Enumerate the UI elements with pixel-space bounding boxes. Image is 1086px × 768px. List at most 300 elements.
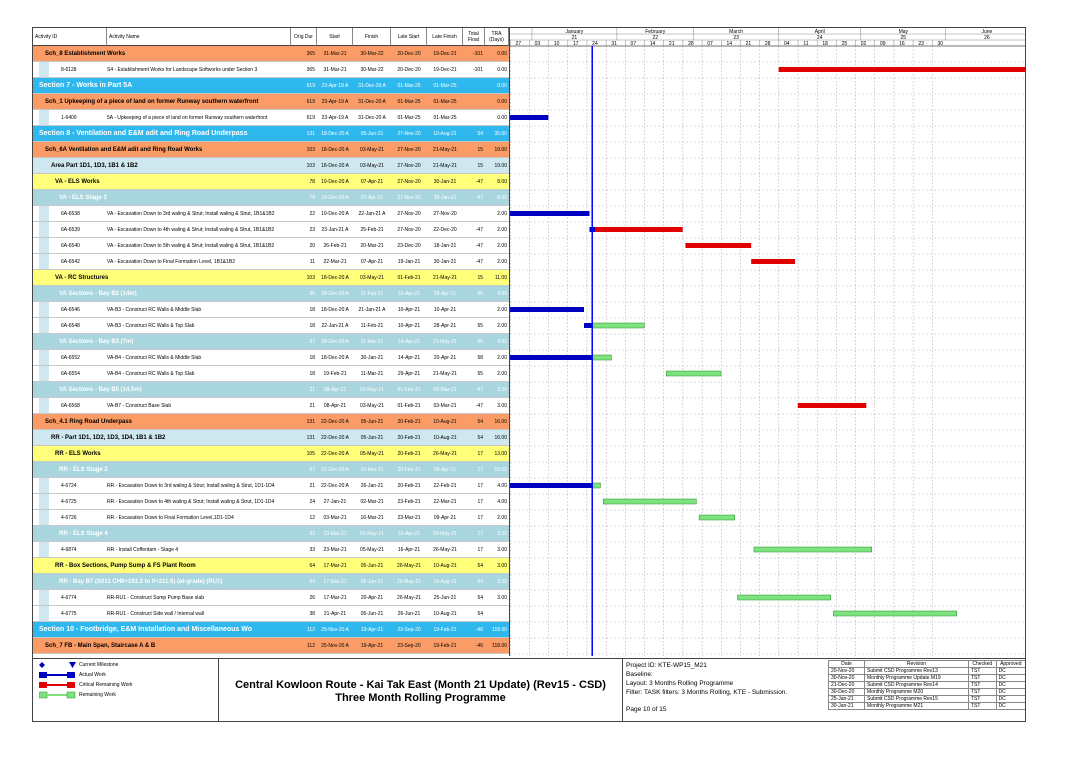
layout-name: Layout: 3 Months Rolling Programme	[626, 680, 734, 687]
cell-ls: 27-Nov-20	[397, 194, 421, 201]
title-block	[218, 659, 623, 722]
cell-tf: 55	[477, 322, 483, 329]
group-name: Sch_1 Upkeeping of a piece of land on former Runway southern waterfront	[45, 98, 259, 105]
remaining-bar	[737, 595, 830, 600]
cell-tra: 2.00	[497, 226, 507, 233]
cell-dur: 103	[306, 162, 315, 169]
cell-finish: 05-Jun-21	[360, 418, 384, 425]
cell-finish: 20-Mar-21	[360, 242, 384, 249]
revision-row	[829, 668, 1026, 675]
activity-name: VA - Excavation Down to 5th waling & Strut; Install waling & Strut, 1B1&1B2	[107, 242, 275, 249]
cell-ls: 20-Dec-20	[397, 50, 421, 57]
activity-id: 1-6400	[61, 114, 77, 121]
cell-lf: 21-May-21	[433, 146, 457, 153]
revision-row	[829, 703, 1026, 710]
cell-dur: 24	[309, 498, 315, 505]
day-label: 03	[534, 41, 541, 47]
cell-dur: 365	[306, 50, 315, 57]
cell-tf: 15	[477, 146, 483, 153]
project-title: Central Kowloon Route - Kai Tak East (Month 21 Update) (Rev15 - CSD)	[235, 678, 606, 691]
cell-tf: -46	[475, 626, 483, 633]
actual-bar	[510, 307, 584, 312]
revision-cell: Monthly Programme M20	[865, 689, 969, 696]
cell-dur: 105	[306, 450, 315, 457]
cell-lf: 03-Mar-21	[433, 386, 457, 393]
cell-finish: 05-Jun-21	[360, 130, 384, 137]
cell-lf: 21-May-21	[433, 274, 457, 281]
cell-start: 18-Dec-20 A	[321, 290, 349, 297]
day-label: 24	[592, 41, 598, 47]
rev-col-date: Date	[829, 661, 865, 668]
indent-bar	[39, 206, 49, 222]
activity-id: 4-6775	[61, 610, 77, 617]
cell-tra: 0.00	[497, 66, 507, 73]
col-activity-id[interactable]: Activity ID	[33, 28, 107, 46]
cell-start: 18-Dec-20 A	[321, 274, 349, 281]
activity-row[interactable]	[33, 302, 509, 318]
legend-milestone-label: Current Milestone	[79, 662, 119, 668]
activity-row[interactable]	[33, 238, 509, 254]
day-label: 31	[611, 41, 617, 47]
cell-lf: 09-Apr-21	[433, 466, 457, 473]
cell-ls: 01-Feb-21	[397, 402, 421, 409]
cell-lf: 10-Aug-21	[433, 130, 457, 137]
page-number: Page 10 of 15	[626, 706, 667, 713]
revision-cell: 21-Dec-20	[829, 682, 865, 689]
group-name: RR - ELS Works	[55, 450, 101, 457]
cell-start: 18-Dec-20 A	[321, 306, 349, 313]
cell-start: 19-Feb-21	[323, 370, 347, 377]
cell-finish: 11-Feb-21	[360, 322, 384, 329]
cell-start: 18-Dec-20 A	[321, 130, 349, 137]
activity-table	[33, 28, 509, 656]
cell-lf: 10-Aug-21	[433, 434, 457, 441]
col-late-finish[interactable]: Late Finish	[427, 28, 463, 46]
activity-row[interactable]	[33, 62, 509, 78]
cell-tf: 54	[477, 434, 483, 441]
cell-finish: 07-Apr-21	[360, 258, 384, 265]
cell-start: 19-Dec-20 A	[321, 178, 349, 185]
activity-name: RR-RU1 - Construct Sump Pump Base slab	[107, 594, 204, 601]
revision-cell: TST	[969, 675, 997, 682]
group-name: Section 7 - Works in Part 5A	[39, 82, 133, 89]
activity-id: 6A-6552	[61, 354, 80, 361]
cell-finish: 19-Apr-21	[360, 626, 384, 633]
cell-tra: 3.00	[497, 578, 507, 585]
cell-lf: 10-Aug-21	[433, 562, 457, 569]
cell-tra: 4.00	[497, 290, 507, 297]
remaining-work-icon	[39, 691, 79, 699]
group-row[interactable]	[33, 382, 509, 398]
revision-cell: TST	[969, 668, 997, 675]
day-label: 14	[649, 41, 656, 47]
cell-tra: 16.00	[494, 434, 507, 441]
cell-finish: 05-Jun-21	[360, 562, 384, 569]
cell-start: 03-Mar-21	[323, 514, 347, 521]
cell-lf: 30-Jan-21	[433, 178, 457, 185]
activity-row[interactable]	[33, 590, 509, 606]
cell-tf: -47	[475, 194, 483, 201]
cell-finish: 22-Jan-21 A	[358, 210, 386, 217]
baseline: Baseline:	[626, 671, 653, 678]
project-info	[626, 661, 826, 714]
day-label: 28	[764, 41, 771, 47]
activity-row[interactable]	[33, 350, 509, 366]
cell-ls: 10-Apr-21	[397, 322, 421, 329]
cell-finish: 07-Apr-21	[360, 178, 384, 185]
activity-row[interactable]	[33, 254, 509, 270]
activity-row[interactable]	[33, 542, 509, 558]
cell-finish: 05-Jun-21	[360, 610, 384, 617]
col-tra[interactable]: TRA (Days)	[485, 28, 509, 46]
indent-bar	[39, 398, 49, 414]
indent-bar	[39, 318, 49, 334]
month-label: February	[645, 29, 666, 35]
cell-finish: 30-Mar-22	[360, 66, 384, 73]
cell-ls: 20-Feb-21	[397, 482, 421, 489]
cell-tf: -46	[475, 642, 483, 649]
cell-lf: 28-Apr-21	[433, 322, 457, 329]
activity-row[interactable]	[33, 606, 509, 622]
critical-bar	[685, 243, 751, 248]
cell-lf: 01-Mar-25	[433, 114, 457, 121]
cell-tf: 17	[477, 498, 483, 505]
project-id: Project ID: KTE-WP15_M21	[626, 662, 707, 669]
group-row[interactable]	[33, 446, 509, 462]
day-label: 02	[860, 41, 867, 47]
cell-ls: 10-Apr-21	[397, 306, 421, 313]
activity-id: 6A-6548	[61, 322, 80, 329]
day-label: 16	[899, 41, 905, 47]
cell-tra: 2.00	[497, 354, 507, 361]
col-finish[interactable]: Finish	[353, 28, 391, 46]
cell-lf: 10-Apr-21	[433, 306, 457, 313]
activity-row[interactable]	[33, 318, 509, 334]
cell-ls: 26-May-21	[397, 594, 421, 601]
col-start[interactable]: Start	[317, 28, 353, 46]
activity-name: VA-B4 - Construct RC Walls & Top Slab	[107, 370, 195, 377]
day-label: 23	[918, 41, 924, 47]
cell-start: 18-Dec-20 A	[321, 146, 349, 153]
cell-ls: 16-Apr-21	[397, 530, 421, 537]
cell-finish: 03-May-21	[360, 162, 384, 169]
cell-start: 22-Jan-21 A	[321, 322, 349, 329]
cell-tra: 4.00	[497, 482, 507, 489]
group-row[interactable]	[33, 526, 509, 542]
activity-name: RR-RU1 - Construct Side wall / Internal wall	[107, 610, 204, 617]
activity-name: VA-B7 - Construct Base Slab	[107, 402, 172, 409]
cell-dur: 26	[309, 594, 315, 601]
group-row[interactable]	[33, 270, 509, 286]
cell-dur: 103	[306, 274, 315, 281]
cell-ls: 23-Sep-20	[397, 626, 421, 633]
group-row[interactable]	[33, 430, 509, 446]
actual-work-icon	[39, 671, 79, 679]
cell-lf: 27-Nov-20	[433, 210, 457, 217]
cell-ls: 20-Feb-21	[397, 418, 421, 425]
cell-lf: 19-Dec-21	[433, 66, 457, 73]
cell-start: 08-Apr-21	[323, 386, 347, 393]
cell-dur: 619	[306, 98, 315, 105]
cell-tf: 55	[477, 338, 483, 345]
cell-tf: 54	[477, 610, 483, 617]
revision-cell: TST	[969, 696, 997, 703]
cell-finish: 11-Mar-21	[360, 338, 384, 345]
remaining-bar	[592, 483, 600, 488]
week-number-label: 23	[733, 35, 739, 41]
cell-finish: 11-Feb-21	[360, 290, 384, 297]
cell-tra: 2.00	[497, 370, 507, 377]
group-name: VA Sections - Bay B2 (14m)	[59, 290, 137, 297]
cell-ls: 27-Nov-20	[397, 162, 421, 169]
cell-tf: 58	[477, 354, 483, 361]
cell-start: 18-Dec-20 A	[321, 162, 349, 169]
cell-start: 18-Dec-20 A	[321, 338, 349, 345]
cell-finish: 16-Mar-21	[360, 466, 384, 473]
cell-ls: 27-Nov-20	[397, 178, 421, 185]
cell-start: 23-Apr-19 A	[321, 82, 349, 89]
cell-ls: 20-Dec-20	[397, 66, 421, 73]
group-name: Sch_6A Ventilation and E&M adit and Ring Road Works	[45, 146, 203, 153]
cell-tra: 11.00	[494, 274, 507, 281]
cell-lf: 30-Jan-21	[433, 194, 457, 201]
revision-cell: 30-Dec-20	[829, 689, 865, 696]
group-name: VA Sections - Bay B5 (14.5m)	[59, 386, 142, 393]
revision-cell: DC	[996, 689, 1025, 696]
activity-row[interactable]	[33, 206, 509, 222]
cell-lf: 19-Feb-21	[433, 626, 457, 633]
week-number-label: 24	[816, 35, 823, 41]
cell-dur: 21	[309, 482, 315, 489]
cell-tra: 4.00	[497, 498, 507, 505]
cell-start: 22-Dec-20 A	[321, 450, 349, 457]
cell-start: 26-Feb-21	[323, 242, 347, 249]
day-label: 18	[822, 41, 828, 47]
revision-cell: DC	[996, 696, 1025, 703]
activity-id: 6A-6554	[61, 370, 80, 377]
group-row[interactable]	[33, 142, 509, 158]
cell-tra: 19.00	[494, 162, 507, 169]
cell-start: 23-Apr-19 A	[321, 98, 349, 105]
cell-lf: 19-Feb-21	[433, 642, 457, 649]
cell-ls: 20-Feb-21	[397, 466, 421, 473]
indent-bar	[39, 254, 49, 270]
cell-ls: 10-Apr-21	[397, 290, 421, 297]
activity-row[interactable]	[33, 398, 509, 414]
group-name: VA - ELS Works	[55, 178, 100, 185]
activity-row[interactable]	[33, 478, 509, 494]
cell-finish: 05-May-21	[360, 546, 384, 553]
cell-start: 27-Jan-21	[323, 498, 347, 505]
cell-ls: 27-Nov-20	[397, 130, 421, 137]
cell-ls: 14-Apr-21	[397, 338, 421, 345]
group-name: RR - ELS Stage 4	[59, 530, 108, 537]
group-name: VA - ELS Stage 3	[59, 194, 107, 201]
cell-start: 19-Dec-20 A	[321, 194, 349, 201]
actual-bar	[510, 211, 589, 216]
cell-finish: 03-May-21	[360, 386, 384, 393]
group-row[interactable]	[33, 78, 509, 94]
cell-ls: 20-Feb-21	[397, 450, 421, 457]
cell-tra: 3.00	[497, 562, 507, 569]
col-total-float[interactable]: Total Float	[463, 28, 485, 46]
group-name: RR - Box Sections, Pump Sump & FS Plant Room	[55, 562, 196, 569]
group-row[interactable]	[33, 94, 509, 110]
revision-cell: TST	[969, 689, 997, 696]
group-row[interactable]	[33, 334, 509, 350]
cell-ls: 16-Apr-21	[397, 546, 421, 553]
cell-finish: 30-Mar-22	[360, 50, 384, 57]
group-row[interactable]	[33, 174, 509, 190]
revision-cell: TST	[969, 703, 997, 710]
cell-lf: 26-May-21	[433, 530, 457, 537]
group-name: Section 10 - Footbridge, E&M Installation and Miscellaneous Wo	[39, 626, 253, 633]
activity-name: VA-B4 - Construct RC Walls & Middle Slab	[107, 354, 202, 361]
cell-finish: 03-May-21	[360, 402, 384, 409]
remaining-bar	[592, 323, 644, 328]
group-row[interactable]	[33, 414, 509, 430]
critical-work-icon	[39, 681, 79, 689]
remaining-bar	[666, 371, 721, 376]
cell-dur: 112	[307, 626, 315, 633]
activity-id: 4-6724	[61, 482, 77, 489]
cell-lf: 26-May-21	[433, 450, 457, 457]
cell-lf: 10-Aug-21	[433, 418, 457, 425]
day-label: 04	[784, 41, 790, 47]
group-name: Sch_4.1 Ring Road Underpass	[45, 418, 133, 425]
activity-row[interactable]	[33, 510, 509, 526]
group-row[interactable]	[33, 622, 509, 638]
cell-lf: 18-Jan-21	[433, 242, 457, 249]
legend-critical	[39, 681, 133, 689]
remaining-bar	[699, 515, 735, 520]
group-row[interactable]	[33, 46, 509, 62]
cell-finish: 07-Apr-21	[360, 194, 384, 201]
activity-name: RR - Excavation Down to Final Formation Level,1D1-1D4	[107, 514, 234, 521]
indent-bar	[39, 494, 49, 510]
cell-lf: 26-May-21	[433, 546, 457, 553]
cell-tf: 17	[477, 530, 483, 537]
month-label: May	[898, 29, 909, 35]
cell-dur: 18	[309, 354, 315, 361]
revision-cell: DC	[996, 682, 1025, 689]
cell-tra: 3.00	[497, 530, 507, 537]
cell-ls: 20-Feb-21	[397, 434, 421, 441]
cell-dur: 12	[309, 514, 315, 521]
revision-cell: TST	[969, 682, 997, 689]
group-row[interactable]	[33, 158, 509, 174]
legend-critical-label: Critical Remaining Work	[79, 682, 133, 688]
cell-start: 22-Dec-20 A	[321, 434, 349, 441]
month-label: April	[814, 29, 825, 35]
cell-start: 23-Mar-21	[323, 530, 347, 537]
day-label: 27	[515, 41, 522, 47]
legend-milestone	[39, 661, 118, 669]
activity-row[interactable]	[33, 222, 509, 238]
cell-lf: 21-May-21	[433, 162, 457, 169]
cell-dur: 112	[307, 642, 315, 649]
cell-tra: 3.00	[497, 386, 507, 393]
cell-dur: 365	[306, 66, 315, 73]
cell-ls: 19-Jan-21	[397, 258, 421, 265]
revision-cell: Submit CSD Programme Rev13	[865, 668, 969, 675]
cell-finish: 03-May-21	[360, 274, 384, 281]
cell-ls: 23-Feb-21	[397, 498, 421, 505]
activity-row[interactable]	[33, 110, 509, 126]
cell-tra: 2.00	[497, 322, 507, 329]
col-activity-name[interactable]: Activity Name	[107, 28, 291, 46]
cell-ls: 26-May-21	[397, 578, 421, 585]
cell-lf: 25-Jun-21	[433, 594, 457, 601]
activity-row[interactable]	[33, 494, 509, 510]
cell-ls: 01-Feb-21	[397, 274, 421, 281]
indent-bar	[39, 590, 49, 606]
day-label: 14	[726, 41, 733, 47]
gantt-sheet	[32, 27, 1026, 722]
activity-name: RR - Excavation Down to 3rd waling & Strut; Install waling & Strut, 1D1-1D4	[107, 482, 275, 489]
cell-start: 22-Mar-21	[323, 258, 347, 265]
col-late-start[interactable]: Late Start	[391, 28, 427, 46]
cell-dur: 22	[309, 210, 315, 217]
group-row[interactable]	[33, 126, 509, 142]
group-row[interactable]	[33, 558, 509, 574]
group-row[interactable]	[33, 574, 509, 590]
group-row[interactable]	[33, 462, 509, 478]
critical-bar	[751, 259, 795, 264]
cell-tf: 17	[477, 466, 483, 473]
activity-row[interactable]	[33, 366, 509, 382]
cell-ls: 23-Sep-20	[397, 642, 421, 649]
cell-lf: 20-Apr-21	[433, 354, 457, 361]
activity-id: 6A-6538	[61, 210, 80, 217]
legend-remaining-label: Remaining Work	[79, 692, 116, 698]
group-row[interactable]	[33, 190, 509, 206]
rev-col-checked: Checked	[969, 661, 997, 668]
cell-tra: 118.00	[492, 626, 507, 633]
activity-name: 5A - Upkeeping of a piece of land on former Runway southern waterfront	[107, 114, 268, 121]
cell-dur: 131	[306, 434, 315, 441]
cell-ls: 27-Nov-20	[397, 146, 421, 153]
activity-id: 6A-6546	[61, 306, 80, 313]
cell-ls: 01-Mar-25	[397, 98, 421, 105]
activity-name: VA - Excavation Down to 4th waling & Strut; Install waling & Strut, 1B1&1B2	[107, 226, 275, 233]
cell-tf: 17	[477, 514, 483, 521]
cell-dur: 103	[306, 146, 315, 153]
group-row[interactable]	[33, 638, 509, 654]
group-row[interactable]	[33, 286, 509, 302]
cell-lf: 22-Mar-21	[433, 498, 457, 505]
col-orig-dur[interactable]: Orig Dur	[291, 28, 317, 46]
month-label: March	[729, 29, 744, 35]
cell-tf: 54	[477, 130, 483, 137]
activity-name: VA - Excavation Down to Final Formation Level, 1B1&1B2	[107, 258, 236, 265]
indent-bar	[39, 510, 49, 526]
revision-cell: DC	[996, 675, 1025, 682]
cell-dur: 23	[309, 226, 315, 233]
cell-tf: 54	[477, 562, 483, 569]
activity-name: VA-B3 - Construct RC Walls & Top Slab	[107, 322, 195, 329]
gantt-svg	[510, 28, 1026, 656]
revision-cell: 20-Nov-20	[829, 668, 865, 675]
cell-ls: 26-Jun-21	[397, 610, 421, 617]
day-label: 30	[937, 41, 944, 47]
day-label: 11	[803, 41, 809, 47]
cell-finish: 31-Dec-20 A	[358, 82, 386, 89]
revision-rows	[829, 668, 1026, 710]
cell-finish: 11-Mar-21	[360, 370, 384, 377]
cell-dur: 18	[309, 370, 315, 377]
cell-lf: 21-May-21	[433, 370, 457, 377]
